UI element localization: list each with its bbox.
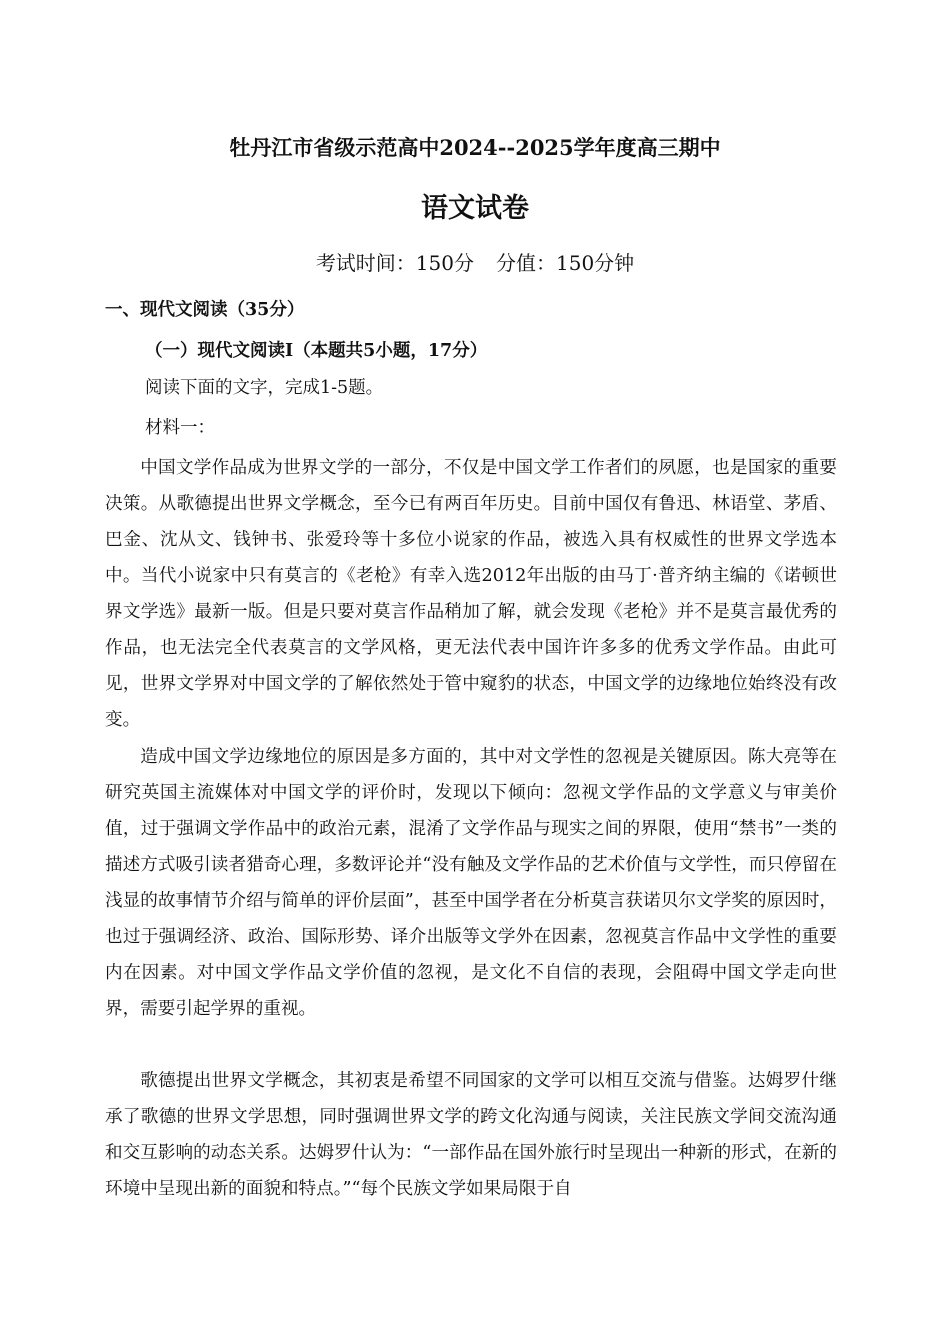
exam-time: 考试时间：150分 (315, 251, 474, 275)
subject-title: 语文试卷 (421, 193, 529, 224)
subsection-heading: （一）现代文阅读Ⅰ（本题共5小题，17分） (145, 341, 488, 361)
exam-info-line (0, 247, 950, 276)
body-paragraph: 歌德提出世界文学概念，其初衷是希望不同国家的文学可以相互交流与借鉴。达姆罗什继承了歌德的世界文学思想，同时强调世界文学的跨文化沟通与阅读，关注民族文学间交流沟通和交互影响的动态关系。达姆罗什认为：“一部作品在国外旅行时呈现出一种新的形式，在新的环境中呈现出新的面貌和特点。”“每个民族文学如果局限于自 (105, 1071, 837, 1199)
reading-instruction: 阅读下面的文字，完成1-5题。 (145, 378, 384, 398)
material-label: 材料一： (145, 418, 215, 438)
body-paragraph: 造成中国文学边缘地位的原因是多方面的，其中对文学性的忽视是关键原因。陈大亮等在研究英国主流媒体对中国文学的评价时，发现以下倾向：忽视文学作品的文学意义与审美价值，过于强调文学作品中的政治元素，混淆了文学作品与现实之间的界限，使用“禁书”一类的描述方式吸引读者猎奇心理，多数评论并“没有触及文学作品的艺术价值与文学性，而只停留在浅显的故事情节介绍与简单的评价层面”，甚至中国学者在分析莫言获诺贝尔文学奖的原因时，也过于强调经济、政治、国际形势、译介出版等文学外在因素，忽视莫言作品中文学性的重要内在因素。对中国文学作品文学价值的忽视，是文化不自信的表现，会阻碍中国文学走向世界，需要引起学界的重视。 (105, 747, 837, 1019)
school-exam-title: 牡丹江市省级示范高中2024--2025学年度高三期中 (229, 135, 721, 160)
section-heading: 一、现代文阅读（35分） (105, 300, 305, 320)
score-value: 分值：150分钟 (496, 251, 635, 275)
body-paragraph: 中国文学作品成为世界文学的一部分，不仅是中国文学工作者们的夙愿，也是国家的重要决策。从歌德提出世界文学概念，至今已有两百年历史。目前中国仅有鲁迅、林语堂、茅盾、巴金、沈从文、钱钟书、张爱玲等十多位小说家的作品，被选入具有权威性的世界文学选本中。当代小说家中只有莫言的《老枪》有幸入选2012年出版的由马丁·普齐纳主编的《诺顿世界文学选》最新一版。但是只要对莫言作品稍加了解，就会发现《老枪》并不是莫言最优秀的作品，也无法完全代表莫言的文学风格，更无法代表中国许许多多的优秀文学作品。由此可见，世界文学界对中国文学的了解依然处于管中窥豹的状态，中国文学的边缘地位始终没有改变。 (105, 458, 837, 730)
